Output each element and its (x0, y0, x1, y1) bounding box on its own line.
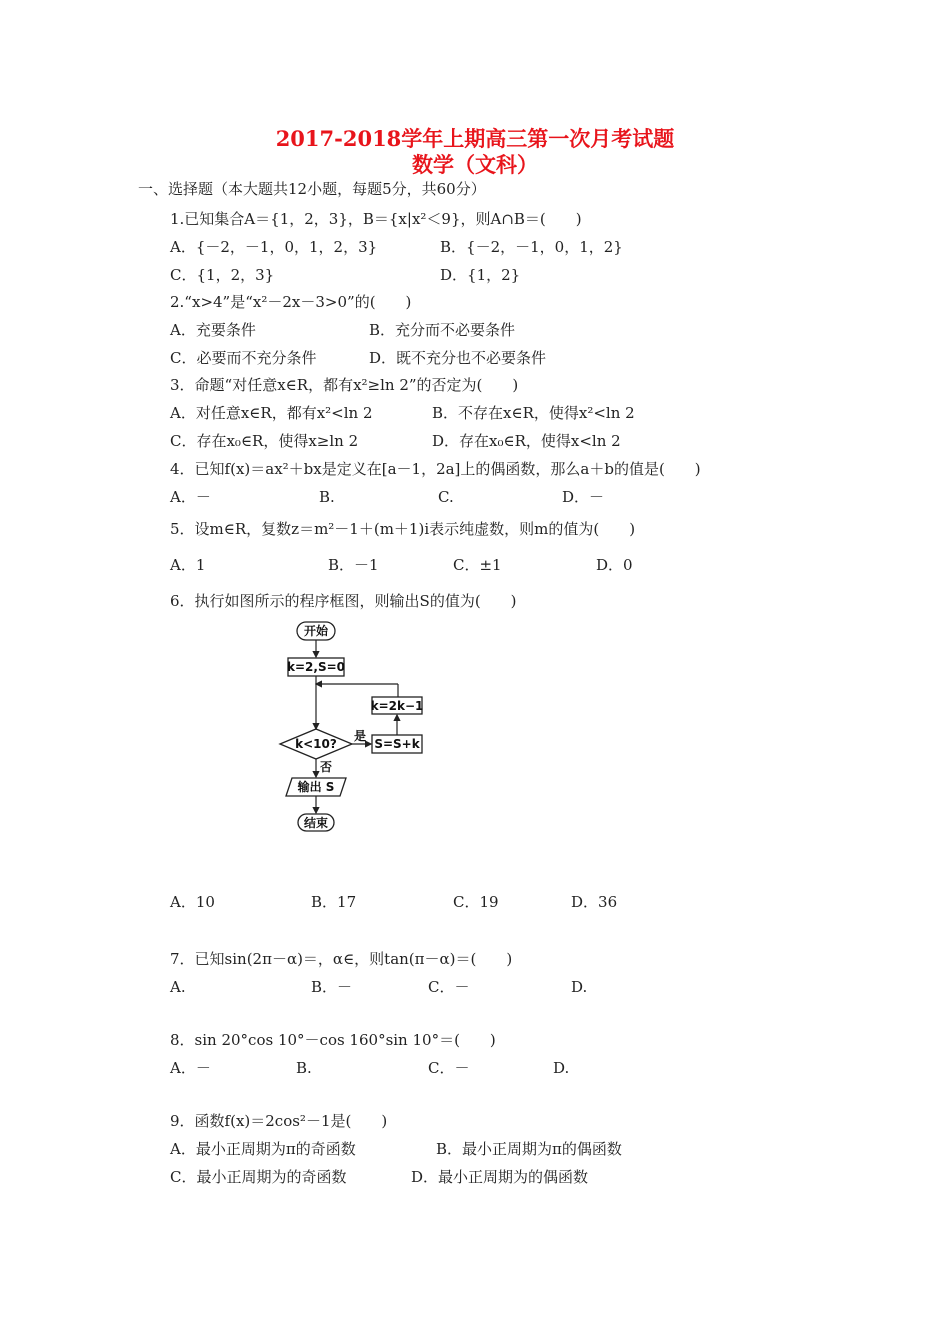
q6-option-c: C．19 (453, 893, 499, 911)
page-title: 2017-2018学年上期高三第一次月考试题 (275, 126, 675, 151)
q7-option-c: C．－ (428, 978, 470, 996)
q3-option-a: A．对任意x∈R，都有x²<ln 2 (170, 404, 373, 422)
q1-option-b: B．{－2，－1，0，1，2} (440, 238, 623, 256)
q3-option-b: B．不存在x∈R，使得x²<ln 2 (432, 404, 635, 422)
flow-end-label: 结束 (303, 816, 329, 830)
flow-start-label: 开始 (303, 624, 329, 638)
q5-option-c: C．±1 (453, 556, 502, 574)
q2-stem: 2.“x>4”是“x²－2x－3>0”的( ) (170, 293, 412, 311)
q7-stem: 7．已知sin(2π－α)＝，α∈，则tan(π－α)＝( ) (170, 950, 513, 968)
q5-option-a: A．1 (170, 556, 206, 574)
q9-option-d: D．最小正周期为的偶函数 (411, 1168, 589, 1186)
q1-option-d: D．{1，2} (440, 266, 521, 284)
q6-stem: 6．执行如图所示的程序框图，则输出S的值为( ) (170, 592, 517, 610)
q2-option-a: A．充要条件 (170, 321, 256, 339)
q8-option-a: A．－ (170, 1059, 211, 1077)
q4-option-d: D．－ (562, 488, 605, 506)
flow-init-label: k=2,S=0 (287, 660, 345, 674)
q5-option-b: B．－1 (328, 556, 379, 574)
q8-option-d: D. (553, 1059, 570, 1077)
q3-stem: 3．命题“对任意x∈R，都有x²≥ln 2”的否定为( ) (170, 376, 519, 394)
flow-update-label: k=2k−1 (370, 699, 424, 713)
q8-option-b: B. (296, 1059, 312, 1077)
q2-option-c: C．必要而不充分条件 (170, 349, 317, 367)
q4-option-b: B. (319, 488, 335, 506)
section-heading: 一、选择题（本大题共12小题，每题5分，共60分） (138, 180, 486, 198)
q2-option-d: D．既不充分也不必要条件 (369, 349, 547, 367)
program-flowchart (270, 615, 440, 840)
q9-stem: 9．函数f(x)＝2cos²－1是( ) (170, 1112, 388, 1130)
flow-decision-label: k<10? (295, 737, 337, 751)
q5-stem: 5．设m∈R，复数z＝m²－1＋(m＋1)i表示纯虚数，则m的值为( ) (170, 520, 636, 538)
q6-option-a: A．10 (170, 893, 215, 911)
q9-option-a: A．最小正周期为π的奇函数 (170, 1140, 356, 1158)
q7-option-b: B．－ (311, 978, 353, 996)
q4-stem: 4．已知f(x)＝ax²＋bx是定义在[a－1，2a]上的偶函数，那么a＋b的值是( ) (170, 460, 701, 478)
q3-option-c: C．存在x₀∈R，使得x≥ln 2 (170, 432, 359, 450)
flow-output-label: 输出 S (297, 780, 335, 794)
flow-no-label: 否 (320, 760, 333, 774)
q9-option-b: B．最小正周期为π的偶函数 (436, 1140, 622, 1158)
q6-option-b: B．17 (311, 893, 357, 911)
q1-stem: 1.已知集合A＝{1，2，3}，B＝{x|x²＜9}，则A∩B＝( ) (170, 210, 582, 228)
q9-option-c: C．最小正周期为的奇函数 (170, 1168, 347, 1186)
q4-option-a: A．－ (170, 488, 211, 506)
q4-option-c: C. (438, 488, 454, 506)
q2-option-b: B．充分而不必要条件 (369, 321, 516, 339)
q6-option-d: D．36 (571, 893, 618, 911)
q1-option-c: C．{1，2，3} (170, 266, 275, 284)
q5-option-d: D．0 (596, 556, 633, 574)
q3-option-d: D．存在x₀∈R，使得x<ln 2 (432, 432, 621, 450)
q7-option-d: D. (571, 978, 588, 996)
q8-stem: 8．sin 20°cos 10°－cos 160°sin 10°＝( ) (170, 1031, 496, 1049)
q1-option-a: A．{－2，－1，0，1，2，3} (170, 238, 378, 256)
flow-sum-label: S=S+k (374, 737, 420, 751)
flow-yes-label: 是 (354, 729, 367, 743)
q8-option-c: C．－ (428, 1059, 470, 1077)
q7-option-a: A. (170, 978, 186, 996)
page-subtitle: 数学（文科） (412, 152, 538, 177)
